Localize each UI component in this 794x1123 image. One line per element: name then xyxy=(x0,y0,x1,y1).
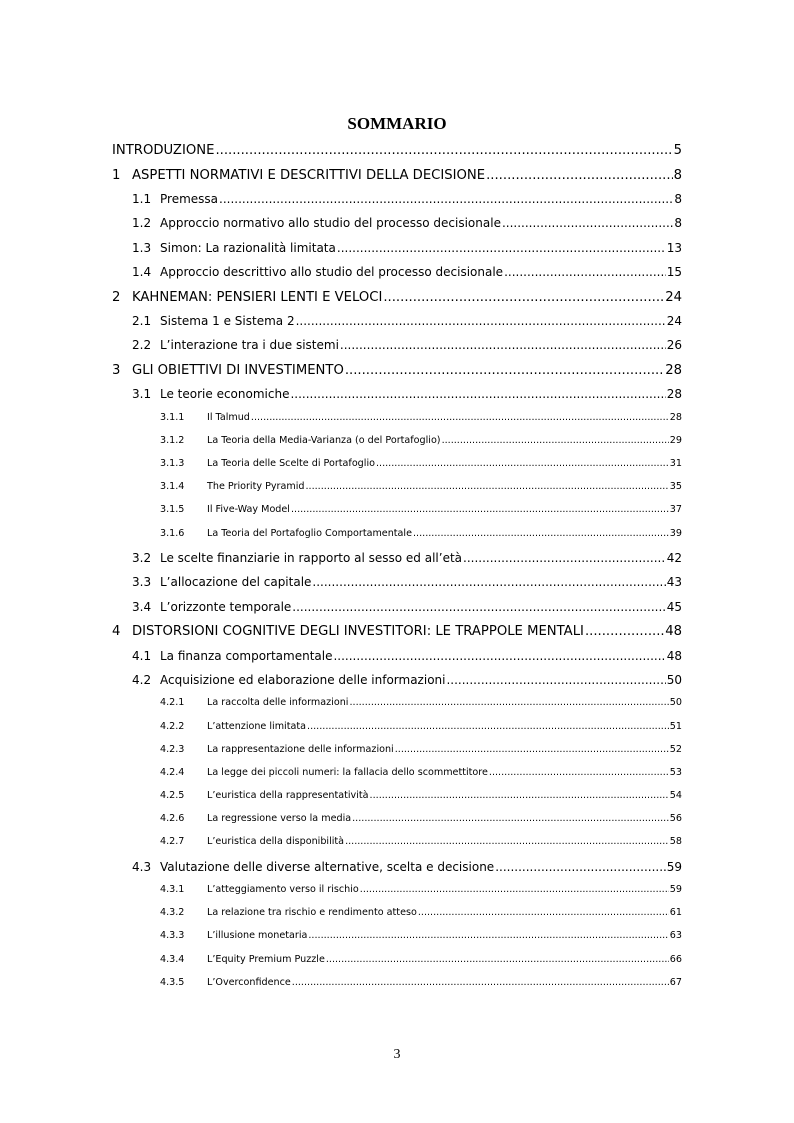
dot-leader xyxy=(463,551,666,565)
toc-entry-title: Le scelte finanziarie in rapporto al sesso ed all’età xyxy=(160,550,463,565)
dot-leader xyxy=(215,143,672,158)
toc-entry-page: 66 xyxy=(669,953,682,965)
toc-entry-number: 4.3.2 xyxy=(160,907,185,919)
dot-leader xyxy=(352,813,669,824)
toc-entry[interactable] xyxy=(112,458,682,481)
toc-entry-page: 8 xyxy=(674,192,682,206)
toc-entry-title: INTRODUZIONE xyxy=(112,143,215,158)
toc-entry-title: La rappresentazione delle informazioni xyxy=(207,743,394,755)
toc-entry-page: 29 xyxy=(669,434,682,446)
toc-entry[interactable] xyxy=(112,143,682,168)
toc-entry[interactable] xyxy=(112,192,682,216)
toc-entry-number: 4.3.5 xyxy=(160,976,185,988)
toc-entry[interactable] xyxy=(112,790,682,813)
toc-entry[interactable] xyxy=(112,551,682,575)
toc-entry[interactable] xyxy=(112,314,682,338)
toc-entry[interactable] xyxy=(112,528,682,551)
toc-entry-number: 4.1 xyxy=(132,648,152,663)
toc-entry-page: 42 xyxy=(666,550,682,565)
toc-entry[interactable] xyxy=(112,836,682,859)
page-number: 3 xyxy=(393,1047,401,1062)
toc-entry-title: Il Talmud xyxy=(207,411,250,423)
toc-entry-number: 1.2 xyxy=(132,216,152,231)
toc-entry[interactable] xyxy=(112,504,682,527)
toc-entry[interactable] xyxy=(112,600,682,624)
toc-entry-title: L’atteggiamento verso il rischio xyxy=(207,884,359,896)
toc-entry-page: 39 xyxy=(669,527,682,539)
dot-leader xyxy=(340,338,666,352)
toc-entry[interactable] xyxy=(112,813,682,836)
toc-entry-title: Il Five-Way Model xyxy=(207,504,290,516)
toc-entry-title: Simon: La razionalità limitata xyxy=(160,240,336,255)
toc-entry[interactable] xyxy=(112,387,682,411)
toc-entry-number: 3.1.6 xyxy=(160,527,185,539)
toc-entry-title: Sistema 1 e Sistema 2 xyxy=(160,314,295,329)
toc-entry-title: Approccio descrittivo allo studio del processo decisionale xyxy=(160,265,504,280)
dot-leader xyxy=(486,168,673,183)
toc-entry-number: 3 xyxy=(112,362,121,378)
dot-leader xyxy=(360,884,669,895)
toc-entry-number: 1.4 xyxy=(132,265,152,280)
toc-entry-page: 45 xyxy=(666,599,682,614)
toc-entry-page: 59 xyxy=(669,884,682,896)
toc-entry-number: 4.3.3 xyxy=(160,930,185,942)
toc-entry-number: 4.2.2 xyxy=(160,720,185,732)
toc-entry-page: 51 xyxy=(669,720,682,732)
dot-leader xyxy=(502,216,673,230)
toc-entry-title: DISTORSIONI COGNITIVE DEGLI INVESTITORI: LE TRAPPOLE MENTALI xyxy=(132,624,584,640)
toc-entry-page: 59 xyxy=(666,859,682,874)
dot-leader xyxy=(292,977,669,988)
toc-entry-title: Valutazione delle diverse alternative, scelta e decisione xyxy=(160,859,495,874)
toc-entry[interactable] xyxy=(112,624,682,649)
toc-entry-number: 4.2.5 xyxy=(160,790,185,802)
toc-entry[interactable] xyxy=(112,930,682,953)
toc-entry-number: 2.2 xyxy=(132,338,152,353)
dot-leader xyxy=(495,860,666,874)
toc-entry[interactable] xyxy=(112,216,682,240)
toc-entry-title: La relazione tra rischio e rendimento atteso xyxy=(207,907,417,919)
dot-leader xyxy=(305,481,668,492)
toc-entry[interactable] xyxy=(112,481,682,504)
toc-entry-number: 2.1 xyxy=(132,314,152,329)
dot-leader xyxy=(333,649,665,663)
toc-entry-page: 24 xyxy=(665,289,682,305)
toc-entry-page: 15 xyxy=(666,265,682,280)
toc-entry-page: 48 xyxy=(665,624,682,640)
toc-entry[interactable] xyxy=(112,673,682,697)
toc-entry[interactable] xyxy=(112,954,682,977)
toc-entry-page: 53 xyxy=(669,766,682,778)
toc-entry-page: 54 xyxy=(669,790,682,802)
toc-entry-title: La Teoria della Media-Varianza (o del Portafoglio) xyxy=(207,434,441,446)
dot-leader xyxy=(345,363,664,378)
toc-entry-number: 1 xyxy=(112,167,121,183)
toc-entry[interactable] xyxy=(112,575,682,599)
toc-entry-title: La Teoria delle Scelte di Portafoglio xyxy=(207,458,375,470)
dot-leader xyxy=(312,575,665,589)
toc-entry-number: 4.3.4 xyxy=(160,953,185,965)
toc-entry-number: 3.3 xyxy=(132,575,152,590)
toc-entry-page: 5 xyxy=(673,143,682,158)
toc-entry-title: L’interazione tra i due sistemi xyxy=(160,338,339,353)
toc-entry[interactable] xyxy=(112,884,682,907)
toc-entry-page: 37 xyxy=(669,504,682,516)
toc-entry-number: 4 xyxy=(112,624,121,640)
toc-entry[interactable] xyxy=(112,168,682,193)
toc-entry-page: 13 xyxy=(666,240,682,255)
toc-entry[interactable] xyxy=(112,265,682,289)
toc-entry-page: 8 xyxy=(674,216,682,231)
toc-entry-number: 2 xyxy=(112,289,121,305)
toc-entry[interactable] xyxy=(112,290,682,315)
toc-entry-title: L’euristica della disponibilità xyxy=(207,836,345,848)
toc-entry-number: 1.3 xyxy=(132,240,152,255)
toc-entry-number: 3.2 xyxy=(132,550,152,565)
toc-entry-title: Le teorie economiche xyxy=(160,387,290,402)
dot-leader xyxy=(383,290,664,305)
toc-entry-page: 8 xyxy=(673,167,682,183)
toc-entry-page: 50 xyxy=(666,672,682,687)
dot-leader xyxy=(308,930,668,941)
toc-entry-page: 58 xyxy=(669,836,682,848)
toc-entry-page: 28 xyxy=(669,411,682,423)
toc-entry-title: La finanza comportamentale xyxy=(160,648,333,663)
dot-leader xyxy=(376,458,669,469)
toc-entry-number: 4.2.7 xyxy=(160,836,185,848)
dot-leader xyxy=(291,504,669,515)
toc-entry-number: 3.1.5 xyxy=(160,504,185,516)
dot-leader xyxy=(337,241,666,255)
toc-entry-title: La legge dei piccoli numeri: la fallacia dello scommettitore xyxy=(207,766,488,778)
toc-entry-number: 4.2.4 xyxy=(160,766,185,778)
toc-entry-title: L’Equity Premium Puzzle xyxy=(207,953,325,965)
toc-entry-number: 3.4 xyxy=(132,599,152,614)
toc-entry-number: 3.1.3 xyxy=(160,458,185,470)
toc-entry[interactable] xyxy=(112,241,682,265)
toc-entry-title: Premessa xyxy=(160,192,219,206)
toc-entry-title: ASPETTI NORMATIVI E DESCRITTIVI DELLA DECISIONE xyxy=(132,167,486,183)
toc-entry-number: 3.1.2 xyxy=(160,434,185,446)
dot-leader xyxy=(219,192,673,206)
dot-leader xyxy=(370,790,669,801)
toc-entry[interactable] xyxy=(112,860,682,884)
toc-entry-number: 4.2.3 xyxy=(160,743,185,755)
dot-leader xyxy=(251,412,669,423)
dot-leader xyxy=(504,265,666,279)
table-of-contents xyxy=(112,143,682,1000)
toc-entry-page: 67 xyxy=(669,976,682,988)
dot-leader xyxy=(395,744,669,755)
toc-entry[interactable] xyxy=(112,435,682,458)
page-title: SOMMARIO xyxy=(347,114,447,133)
toc-entry[interactable] xyxy=(112,907,682,930)
toc-entry-title: L’attenzione limitata xyxy=(207,720,307,732)
toc-entry-title: La raccolta delle informazioni xyxy=(207,697,349,709)
toc-entry-number: 4.2.6 xyxy=(160,813,185,825)
toc-entry-page: 31 xyxy=(669,458,682,470)
toc-entry-page: 50 xyxy=(669,697,682,709)
dot-leader xyxy=(326,954,669,965)
dot-leader xyxy=(442,435,669,446)
toc-entry-number: 4.3.1 xyxy=(160,884,185,896)
toc-entry-number: 3.1.1 xyxy=(160,411,185,423)
toc-entry-page: 24 xyxy=(666,314,682,329)
toc-entry-page: 56 xyxy=(669,813,682,825)
toc-entry-title: KAHNEMAN: PENSIERI LENTI E VELOCI xyxy=(132,289,383,305)
toc-entry-title: L’euristica della rappresentatività xyxy=(207,790,369,802)
toc-entry[interactable] xyxy=(112,338,682,362)
toc-entry-page: 28 xyxy=(666,387,682,402)
toc-entry-title: La regressione verso la media xyxy=(207,813,352,825)
toc-entry-page: 63 xyxy=(669,930,682,942)
dot-leader xyxy=(349,697,668,708)
toc-entry-title: L’orizzonte temporale xyxy=(160,599,292,614)
dot-leader xyxy=(292,600,665,614)
toc-entry-title: The Priority Pyramid xyxy=(207,481,305,493)
toc-entry-number: 1.1 xyxy=(132,192,152,206)
toc-entry-page: 48 xyxy=(666,648,682,663)
dot-leader xyxy=(296,314,666,328)
toc-entry-page: 28 xyxy=(665,362,682,378)
toc-entry[interactable] xyxy=(112,977,682,1000)
dot-leader xyxy=(418,907,669,918)
toc-entry-page: 35 xyxy=(669,481,682,493)
toc-entry[interactable] xyxy=(112,767,682,790)
dot-leader xyxy=(290,387,665,401)
toc-entry-page: 26 xyxy=(666,338,682,353)
toc-entry-number: 3.1 xyxy=(132,387,152,402)
toc-entry-title: Approccio normativo allo studio del processo decisionale xyxy=(160,216,501,231)
toc-entry-title: GLI OBIETTIVI DI INVESTIMENTO xyxy=(132,362,344,378)
toc-entry-number: 4.2 xyxy=(132,672,152,687)
toc-entry-title: Acquisizione ed elaborazione delle informazioni xyxy=(160,672,446,687)
toc-entry[interactable] xyxy=(112,697,682,720)
toc-entry-page: 43 xyxy=(666,575,682,590)
toc-entry[interactable] xyxy=(112,412,682,435)
toc-entry-number: 4.3 xyxy=(132,859,152,874)
toc-entry-number: 4.2.1 xyxy=(160,697,185,709)
toc-entry-title: L’Overconfidence xyxy=(207,976,291,988)
toc-entry-page: 61 xyxy=(669,907,682,919)
toc-entry-number: 3.1.4 xyxy=(160,481,185,493)
dot-leader xyxy=(489,767,669,778)
dot-leader xyxy=(585,624,664,639)
toc-entry[interactable] xyxy=(112,363,682,388)
dot-leader xyxy=(413,528,669,539)
toc-entry-title: La Teoria del Portafoglio Comportamentale xyxy=(207,527,412,539)
toc-entry-title: L’allocazione del capitale xyxy=(160,575,312,590)
toc-entry-page: 52 xyxy=(669,743,682,755)
toc-entry[interactable] xyxy=(112,744,682,767)
dot-leader xyxy=(307,721,669,732)
toc-entry[interactable] xyxy=(112,649,682,673)
dot-leader xyxy=(446,673,665,687)
toc-entry-title: L’illusione monetaria xyxy=(207,930,308,942)
dot-leader xyxy=(345,836,669,847)
toc-entry[interactable] xyxy=(112,721,682,744)
